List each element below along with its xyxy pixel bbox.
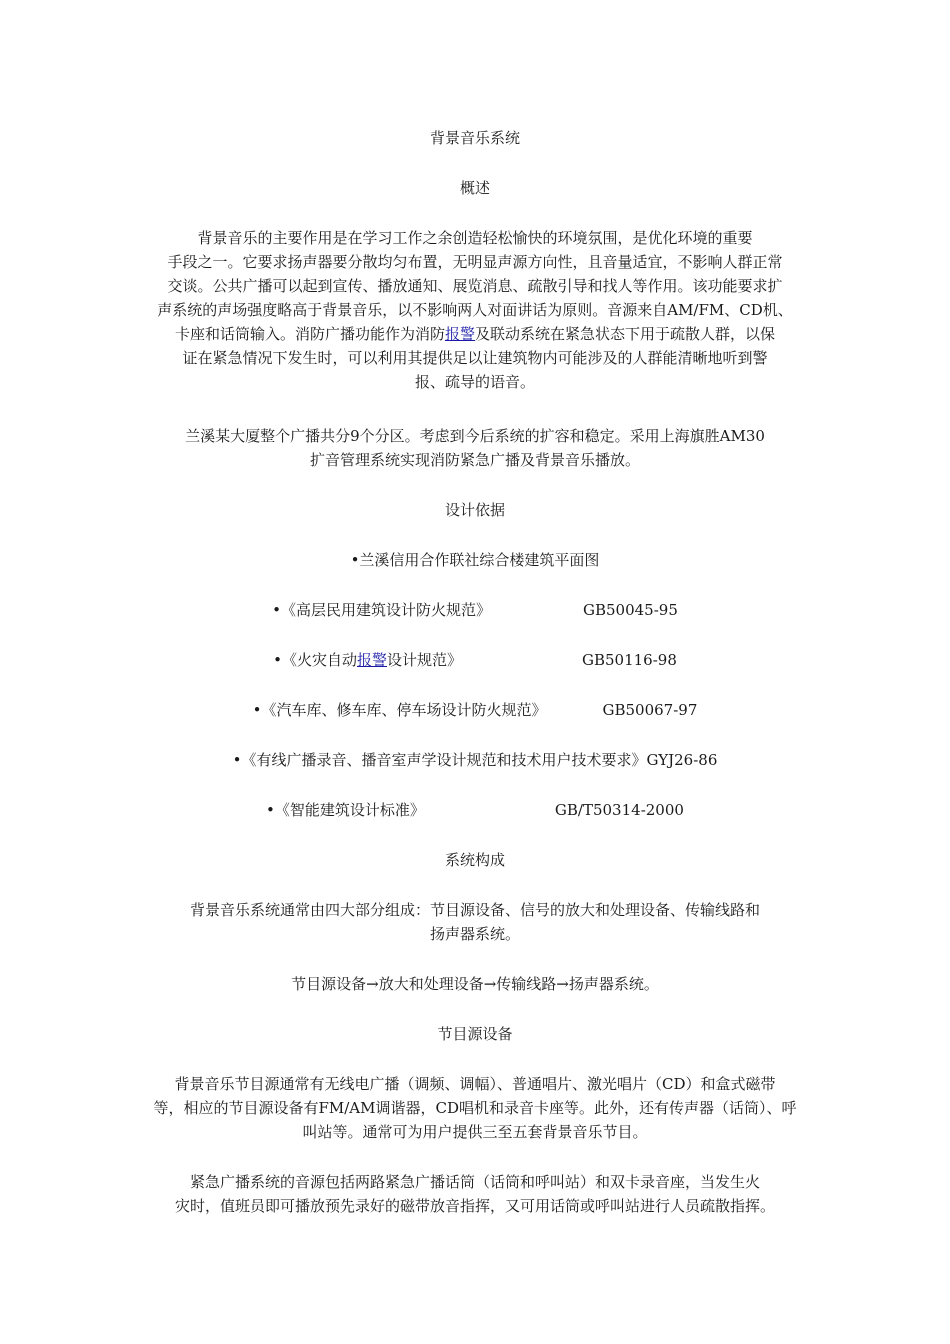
paragraph-line: 紧急广播系统的音源包括两路紧急广播话筒（话筒和呼叫站）和双卡录音座，当发生火: [189, 1173, 760, 1191]
paragraph-line: 扩音管理系统实现消防紧急广播及背景音乐播放。: [309, 451, 640, 469]
standard-code: GB50067-97: [602, 701, 698, 719]
keyword-link-alarm[interactable]: 报警: [444, 325, 475, 343]
basis-item-floor-plan: •兰溪信用合作联社综合楼建筑平面图: [350, 551, 600, 569]
paragraph-line: 叫站等。通常可为用户提供三至五套背景音乐节目。: [302, 1123, 648, 1141]
standard-name-before: •《火灾自动: [273, 651, 357, 669]
section-heading-design-basis: 设计依据: [444, 501, 505, 519]
standard-code: GB/T50314-2000: [554, 801, 684, 819]
standard-name: •《高层民用建筑设计防火规范》: [272, 601, 491, 619]
paragraph-line: 灾时，值班员即可播放预先录好的磁带放音指挥，又可用话筒或呼叫站进行人员疏散指挥。: [174, 1197, 775, 1215]
document-title: 背景音乐系统: [429, 129, 520, 147]
program-source-paragraph-2: [140, 1170, 810, 1218]
standard-name: •《汽车库、修车库、停车场设计防火规范》: [252, 701, 547, 719]
overview-paragraph-1: [140, 226, 810, 394]
paragraph-line: 声系统的声场强度略高于背景音乐，以不影响两人对面讲话为原则。音源来自AM/FM、CD机、: [157, 301, 793, 319]
basis-item-standard: [140, 748, 810, 772]
text-segment: 及联动系统在紧急状态下用于疏散人群，以保: [475, 325, 776, 343]
section-heading-overview: 概述: [459, 179, 490, 197]
basis-item-standard: [140, 698, 810, 722]
keyword-link-alarm[interactable]: 报警: [356, 651, 387, 669]
basis-item-standard: [140, 648, 810, 672]
standard-name-after: 设计规范》: [386, 651, 462, 669]
paragraph-line: 背景音乐的主要作用是在学习工作之余创造轻松愉快的环境氛围，是优化环境的重要: [197, 229, 753, 247]
standard-name: •《智能建筑设计标准》: [266, 801, 425, 819]
text-segment: 卡座和话筒输入。消防广播功能作为消防: [174, 325, 445, 343]
standard-name: •《有线广播录音、播音室声学设计规范和技术用户技术要求》: [232, 751, 647, 769]
standard-code: GB50045-95: [582, 601, 678, 619]
paragraph-line: 报、疏导的语音。: [414, 373, 535, 391]
standard-code: GYJ26-86: [646, 751, 718, 769]
program-source-paragraph-1: [140, 1072, 810, 1144]
overview-paragraph-2: [140, 424, 810, 472]
paragraph-line-with-link: [140, 322, 810, 346]
paragraph-line: 背景音乐系统通常由四大部分组成：节目源设备、信号的放大和处理设备、传输线路和: [189, 901, 760, 919]
basis-item-standard: [140, 598, 810, 622]
paragraph-line: 兰溪某大厦整个广播共分9个分区。考虑到今后系统的扩容和稳定。采用上海旗胜AM30: [185, 427, 765, 445]
basis-item-standard: [140, 798, 810, 822]
composition-flow: 节目源设备→放大和处理设备→传输线路→扬声器系统。: [291, 975, 659, 993]
section-heading-system-composition: 系统构成: [444, 851, 505, 869]
paragraph-line: 等，相应的节目源设备有FM/AM调谐器，CD唱机和录音卡座等。此外，还有传声器（话筒）、呼: [153, 1099, 797, 1117]
standard-code: GB50116-98: [582, 651, 677, 669]
composition-paragraph: [140, 898, 810, 946]
paragraph-line: 扬声器系统。: [429, 925, 520, 943]
section-heading-program-source: 节目源设备: [437, 1025, 513, 1043]
paragraph-line: 交谈。公共广播可以起到宣传、播放通知、展览消息、疏散引导和找人等作用。该功能要求扩: [167, 277, 783, 295]
paragraph-line: 手段之一。它要求扬声器要分散均匀布置，无明显声源方向性，且音量适宜，不影响人群正常: [167, 253, 783, 271]
paragraph-line: 背景音乐节目源通常有无线电广播（调频、调幅）、普通唱片、激光唱片（CD）和盒式磁带: [174, 1075, 776, 1093]
paragraph-line: 证在紧急情况下发生时，可以利用其提供足以让建筑物内可能涉及的人群能清晰地听到警: [182, 349, 768, 367]
